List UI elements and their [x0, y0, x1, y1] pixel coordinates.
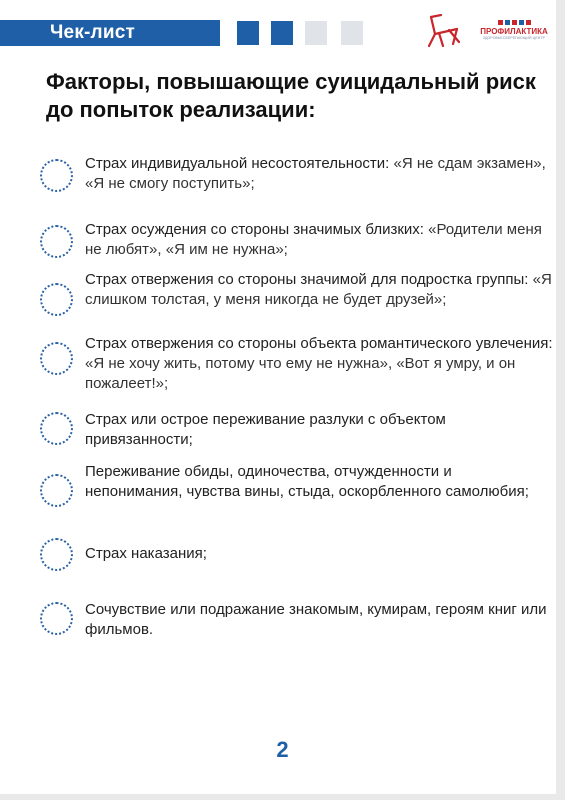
item-label: Переживание обиды, одиночества, отчужденности и непонимания, чувства вины, стыда, оскорбленного самолюбия;	[85, 463, 529, 500]
header-square	[341, 21, 363, 45]
item-quote: «Родители меня не любят», «Я им не нужна»;	[85, 221, 542, 258]
item-label: Страх индивидуальной несостоятельности:	[85, 155, 390, 172]
profilaktika-logo	[478, 20, 550, 50]
checkbox-circle-icon[interactable]	[40, 283, 73, 316]
page-title: Факторы, повышающие суицидальный риск до попыток реализации:	[46, 69, 536, 122]
logo-bar	[519, 20, 524, 25]
item-text	[85, 410, 553, 450]
item-text	[85, 220, 553, 260]
item-text	[85, 600, 553, 640]
checkbox-circle-icon[interactable]	[40, 159, 73, 192]
page-number: 2	[276, 737, 289, 762]
logo-bar	[498, 20, 503, 25]
logo-bar	[526, 20, 531, 25]
item-text	[85, 154, 553, 194]
item-label: Сочувствие или подражание знакомым, кумирам, героям книг или фильмов.	[85, 601, 547, 638]
item-label: Страх отвержения со стороны объекта романтического увлечения:	[85, 335, 553, 352]
checkbox-circle-icon[interactable]	[40, 342, 73, 375]
header-square	[237, 21, 259, 45]
item-quote: «Я не сдам экзамен», «Я не смогу поступить»;	[85, 155, 546, 192]
checkbox-circle-icon[interactable]	[40, 412, 73, 445]
checkbox-circle-icon[interactable]	[40, 225, 73, 258]
checkbox-circle-icon[interactable]	[40, 602, 73, 635]
chair-icon	[423, 14, 463, 48]
logo-subtitle: ЗДОРОВЬЕСБЕРЕГАЮЩИЙ ЦЕНТР	[482, 36, 546, 40]
item-quote: «Я не хочу жить, потому что ему не нужна», «Вот я умру, и он пожалеет!»;	[85, 355, 516, 392]
header-square	[305, 21, 327, 45]
item-label: Страх или острое переживание разлуки с объектом привязанности;	[85, 411, 446, 448]
header-square	[271, 21, 293, 45]
item-quote: «Я слишком толстая, у меня никогда не будет друзей»;	[85, 271, 552, 308]
checkbox-circle-icon[interactable]	[40, 538, 73, 571]
item-label: Страх осуждения со стороны значимых близких:	[85, 221, 424, 238]
logo-name: ПРОФИЛАКТИКА	[480, 27, 548, 36]
item-text	[85, 270, 553, 310]
logo-bar	[505, 20, 510, 25]
item-label: Страх отвержения со стороны значимой для подростка группы:	[85, 271, 529, 288]
item-label: Страх наказания;	[85, 545, 207, 562]
logo-bars	[478, 20, 550, 25]
header-title: Чек-лист	[50, 22, 135, 43]
item-text	[85, 544, 553, 564]
checkbox-circle-icon[interactable]	[40, 474, 73, 507]
logo-bar	[512, 20, 517, 25]
item-text	[85, 334, 553, 394]
item-text	[85, 462, 553, 502]
